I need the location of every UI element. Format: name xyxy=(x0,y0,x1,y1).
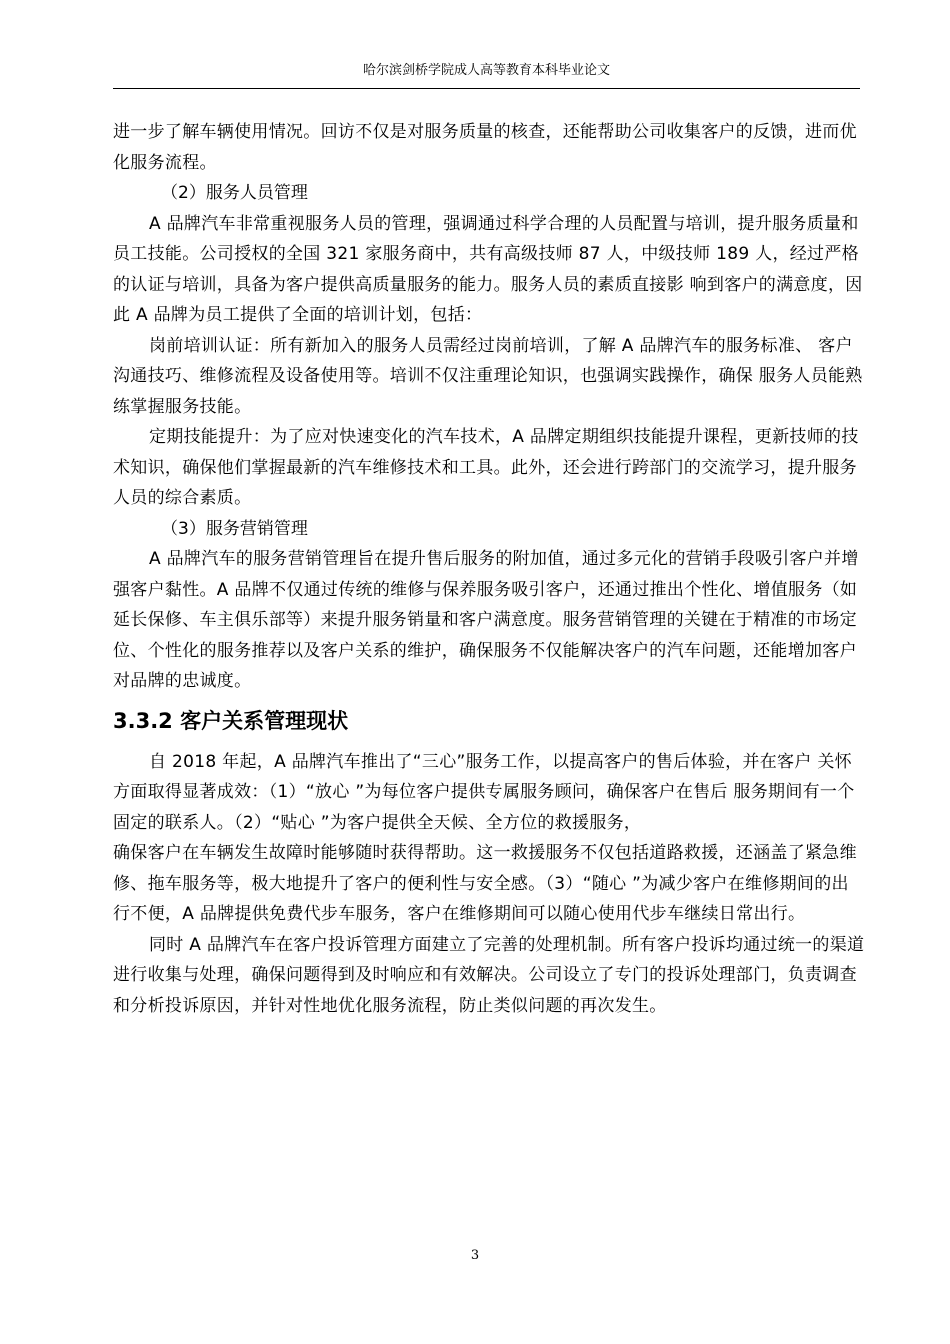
paragraph: 定期技能提升：为了应对快速变化的汽车技术，A 品牌定期组织技能提升课程，更新技师的技术知识，确保他们掌握最新的汽车维修技术和工具。此外，还会进行跨部门的交流学习，提升服务人员的综合素质。 xyxy=(113,427,859,508)
paragraph: 自 2018 年起，A 品牌汽车推出了“三心”服务工作，以提高客户的售后体验，并在客户 关怀方面取得显著成效：（1）“放心 ”为每位客户提供专属服务顾问，确保客户在售后 服务期间有一个固定的联系人。（2）“贴心 ”为客户提供全天候、全方位的救援服务， xyxy=(113,751,855,833)
paragraph: A 品牌汽车非常重视服务人员的管理，强调通过科学合理的人员配置与培训，提升服务质量和员工技能。公司授权的全国 321 家服务商中，共有高级技师 87 人，中级技师 189 人，经过严格的认证与培训，具备为客户提供高质量服务的能力。服务人员的素质直接影 响到客户的满意度，因此 A 品牌为员工提供了全面的培训计划，包括： xyxy=(113,213,863,325)
paragraph: 确保客户在车辆发生故障时能够随时获得帮助。这一救援服务不仅包括道路救援，还涵盖了紧急维修、拖车服务等，极大地提升了客户的便利性与安全感。（3）“随心 ”为减少客户在维修期间的出行不便，A 品牌提供免费代步车服务，客户在维修期间可以随心使用代步车继续日常出行。 xyxy=(113,843,857,924)
paragraph: 岗前培训认证：所有新加入的服务人员需经过岗前培训，了解 A 品牌汽车的服务标准、 客户沟通技巧、维修流程及设备使用等。培训不仅注重理论知识，也强调实践操作，确保 服务人员能熟练掌握服务技能。 xyxy=(113,335,863,417)
section-heading: 3.3.2 客户关系管理现状 xyxy=(113,708,349,733)
header-rule xyxy=(113,88,860,89)
page-number: 3 xyxy=(470,1248,480,1263)
paragraph: A 品牌汽车的服务营销管理旨在提升售后服务的附加值，通过多元化的营销手段吸引客户并增强客户黏性。A 品牌不仅通过传统的维修与保养服务吸引客户，还通过推出个性化、增值服务（如延长保修、车主俱乐部等）来提升服务销量和客户满意度。服务营销管理的关键在于精准的市场定位、个性化的服务推荐以及客户关系的维护，确保服务不仅能解决客户的汽车问题，还能增加客户对品牌的忠诚度。 xyxy=(113,549,859,691)
body-text xyxy=(113,117,865,1021)
subheading-service-staff: （2）服务人员管理 xyxy=(161,183,308,203)
subheading-service-marketing: （3）服务营销管理 xyxy=(161,518,308,539)
paragraph: 同时 A 品牌汽车在客户投诉管理方面建立了完善的处理机制。所有客户投诉均通过统一的渠道进行收集与处理，确保问题得到及时响应和有效解决。公司设立了专门的投诉处理部门，负责调查和分析投诉原因，并针对性地优化服务流程，防止类似问题的再次发生。 xyxy=(113,934,865,1016)
paragraph: 进一步了解车辆使用情况。回访不仅是对服务质量的核查，还能帮助公司收集客户的反馈，进而优化服务流程。 xyxy=(113,122,857,173)
page-header: 哈尔滨剑桥学院成人高等教育本科毕业论文 xyxy=(362,63,610,78)
